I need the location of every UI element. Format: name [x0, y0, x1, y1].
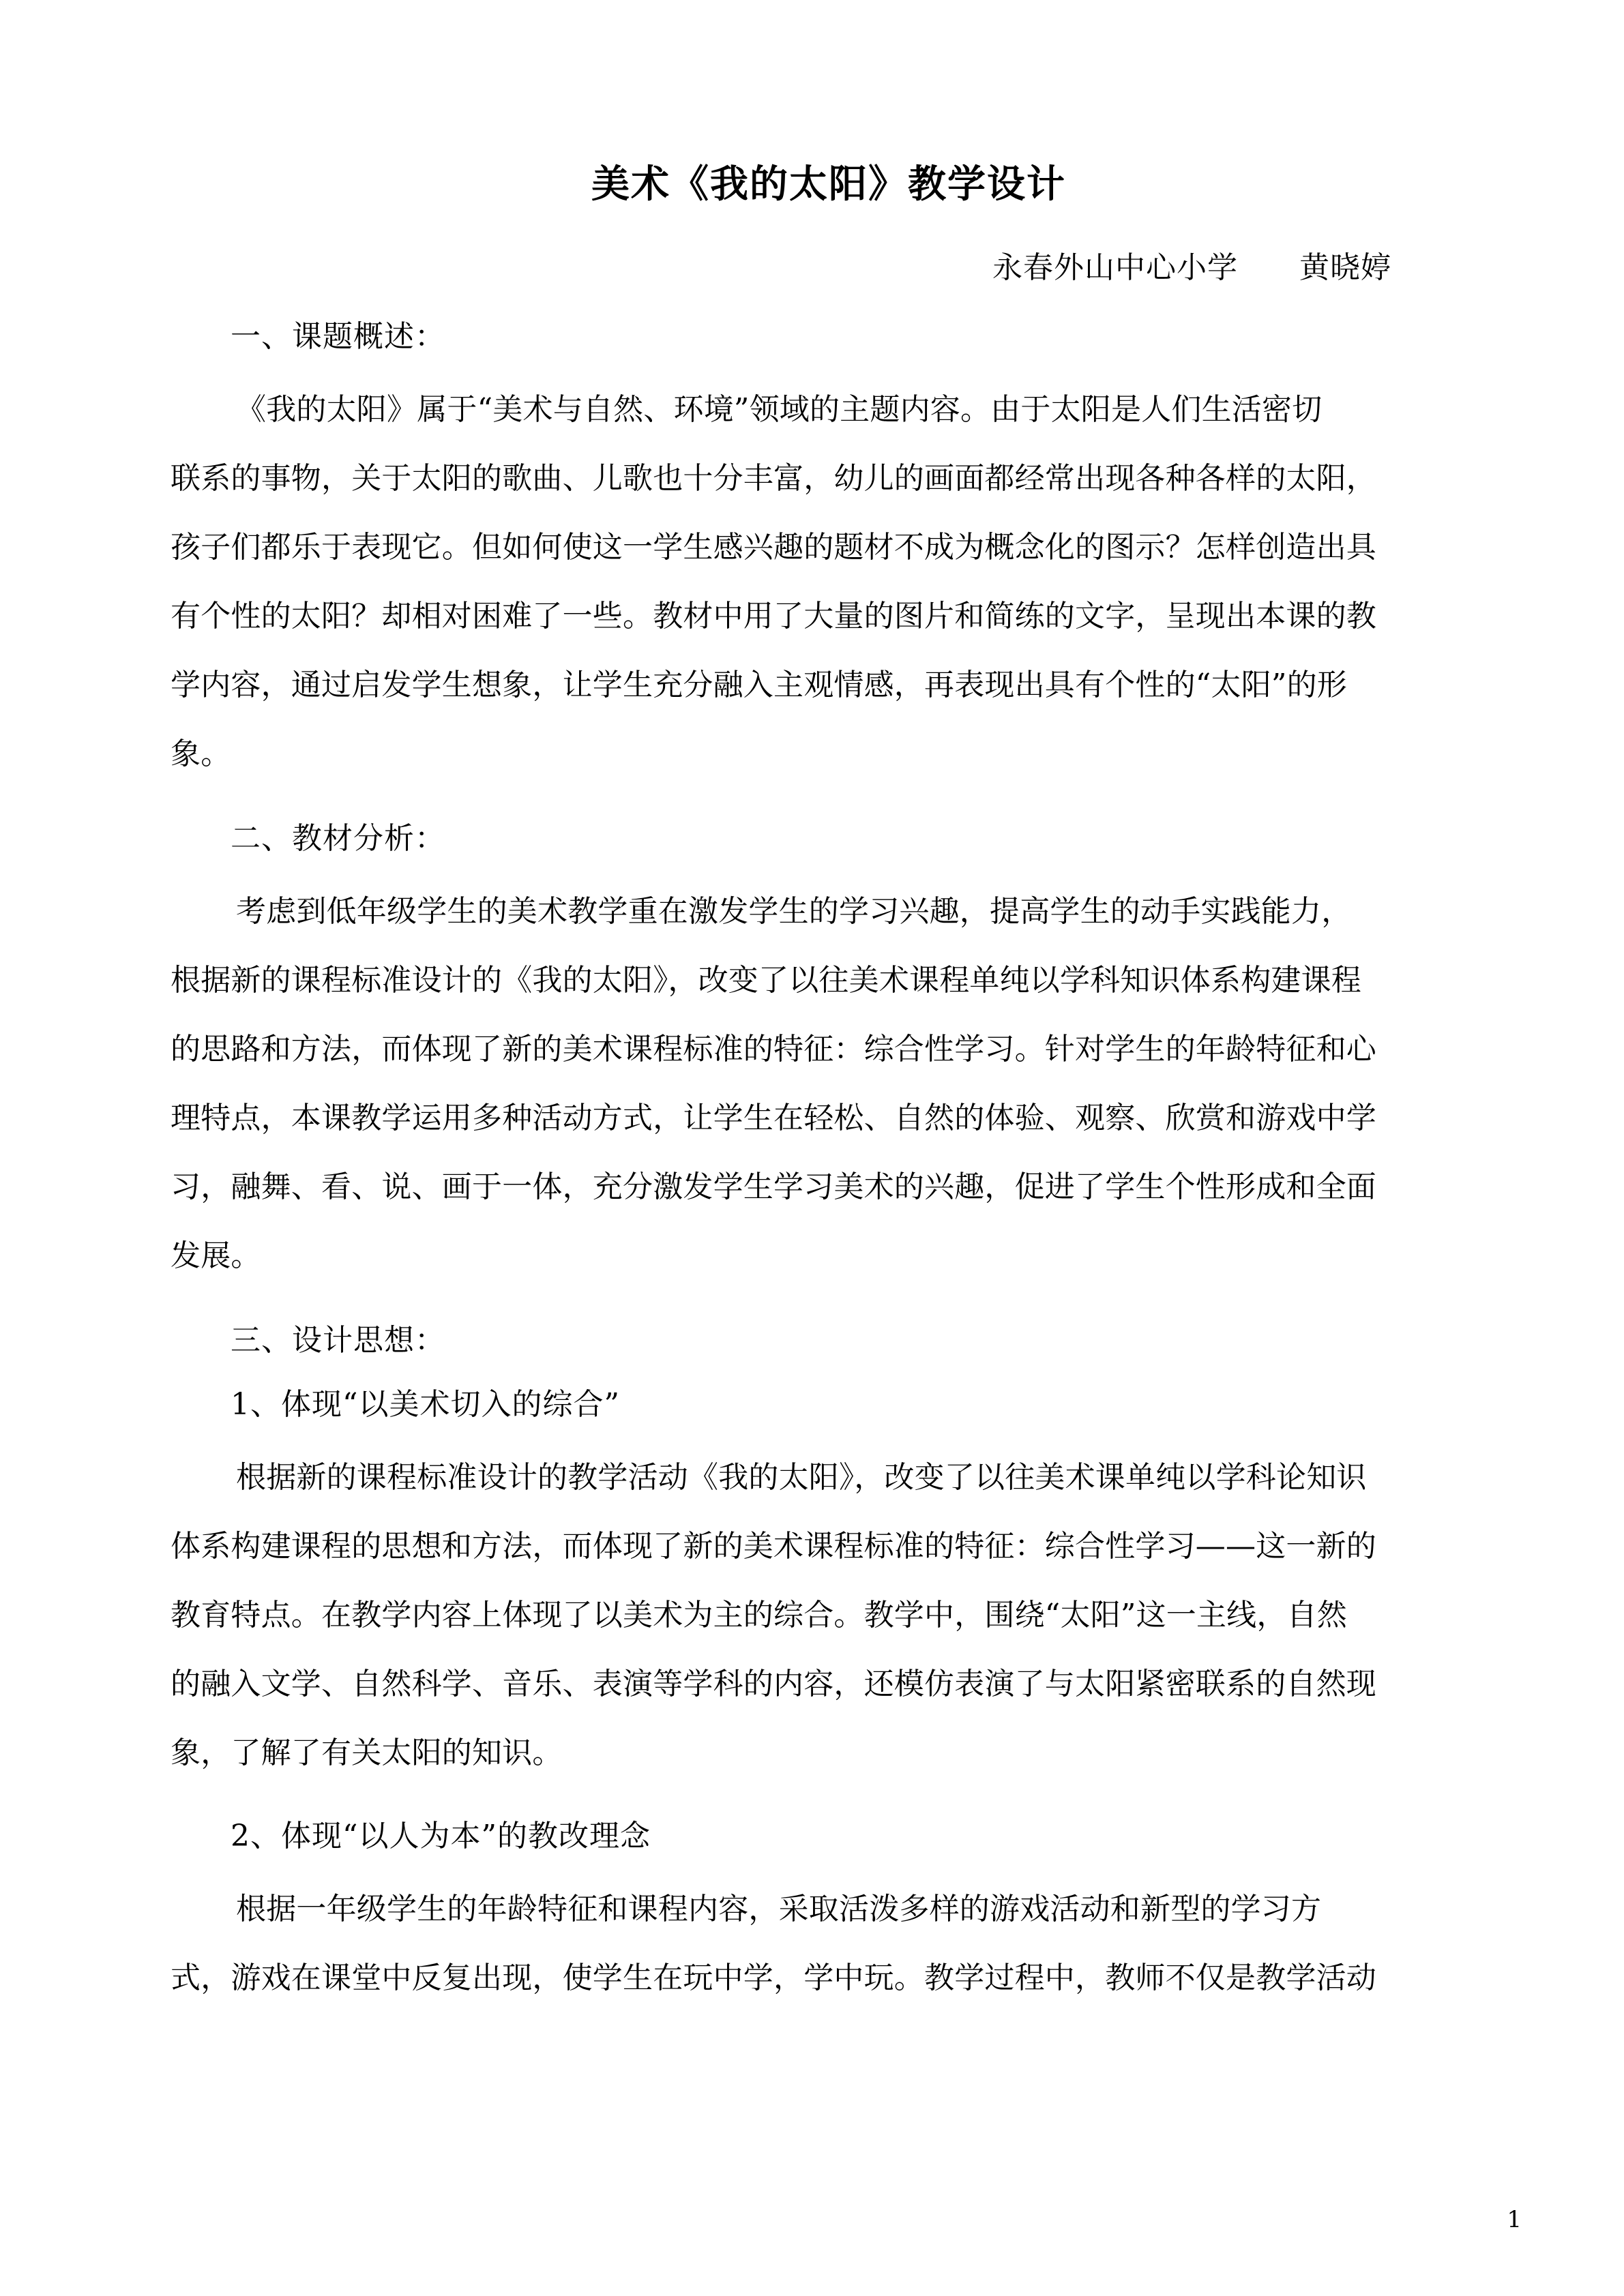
text-line: 式，游戏在课堂中反复出现，使学生在玩中学，学中玩。教学过程中，教师不仅是教学活动: [171, 1960, 1376, 1995]
section-paragraph-1: [171, 375, 1487, 788]
text-line: 根据新的课程标准设计的《我的太阳》，改变了以往美术课程单纯以学科知识体系构建课程: [171, 963, 1361, 998]
subsection-paragraph-3-2: [171, 1875, 1487, 2012]
text-line: 体系构建课程的思想和方法，而体现了新的美术课程标准的特征：综合性学习——这一新的: [171, 1529, 1376, 1564]
text-line: 根据一年级学生的年龄特征和课程内容，采取活泼多样的游戏活动和新型的学习方: [236, 1892, 1322, 1926]
text-line: 的思路和方法，而体现了新的美术课程标准的特征：综合性学习。针对学生的年龄特征和心: [171, 1032, 1376, 1067]
text-line: 发展。: [171, 1238, 261, 1273]
subsection-paragraph-3-1: [171, 1443, 1487, 1787]
page-title: 美术《我的太阳》教学设计: [591, 162, 1066, 207]
text-line: 考虑到低年级学生的美术教学重在激发学生的学习兴趣，提高学生的动手实践能力，: [236, 894, 1352, 929]
text-line: 学内容，通过启发学生想象，让学生充分融入主观情感，再表现出具有个性的“太阳”的形: [171, 668, 1347, 702]
text-line: 教育特点。在教学内容上体现了以美术为主的综合。教学中，围绕“太阳”这一主线，自然: [171, 1598, 1347, 1632]
subsection-heading-3-2: 2、体现“以人为本”的教改理念: [231, 1819, 651, 1853]
section-heading-2: 二、教材分析：: [231, 821, 445, 856]
text-line: 理特点，本课教学运用多种活动方式，让学生在轻松、自然的体验、观察、欣赏和游戏中学: [171, 1101, 1376, 1135]
section-paragraph-2: [171, 877, 1487, 1290]
text-line: 象。: [171, 736, 231, 771]
section-heading-3: 三、设计思想：: [231, 1323, 445, 1358]
text-line: 的融入文学、自然科学、音乐、表演等学科的内容，还模仿表演了与太阳紧密联系的自然现: [171, 1667, 1376, 1701]
text-line: 联系的事物，关于太阳的歌曲、儿歌也十分丰富，幼儿的画面都经常出现各种各样的太阳，: [171, 461, 1376, 496]
page-number: 1: [1507, 2206, 1522, 2233]
byline-author: 永春外山中心小学 黄晓婷: [992, 250, 1391, 285]
page-content-area: [171, 0, 1487, 2012]
text-line: 习，融舞、看、说、画于一体，充分激发学生学习美术的兴趣，促进了学生个性形成和全面: [171, 1169, 1376, 1204]
text-line: 有个性的太阳？却相对困难了一些。教材中用了大量的图片和简练的文字，呈现出本课的教: [171, 599, 1376, 633]
text-line: 孩子们都乐于表现它。但如何使这一学生感兴趣的题材不成为概念化的图示？怎样创造出具: [171, 530, 1376, 565]
text-line: 象，了解了有关太阳的知识。: [171, 1735, 563, 1770]
section-heading-1: 一、课题概述：: [231, 319, 445, 354]
subsection-heading-3-1: 1、体现“以美术切入的综合”: [231, 1387, 620, 1422]
text-line: 根据新的课程标准设计的教学活动《我的太阳》，改变了以往美术课单纯以学科论知识: [236, 1460, 1367, 1495]
text-line: 《我的太阳》属于“美术与自然、环境”领域的主题内容。由于太阳是人们生活密切: [236, 392, 1323, 427]
